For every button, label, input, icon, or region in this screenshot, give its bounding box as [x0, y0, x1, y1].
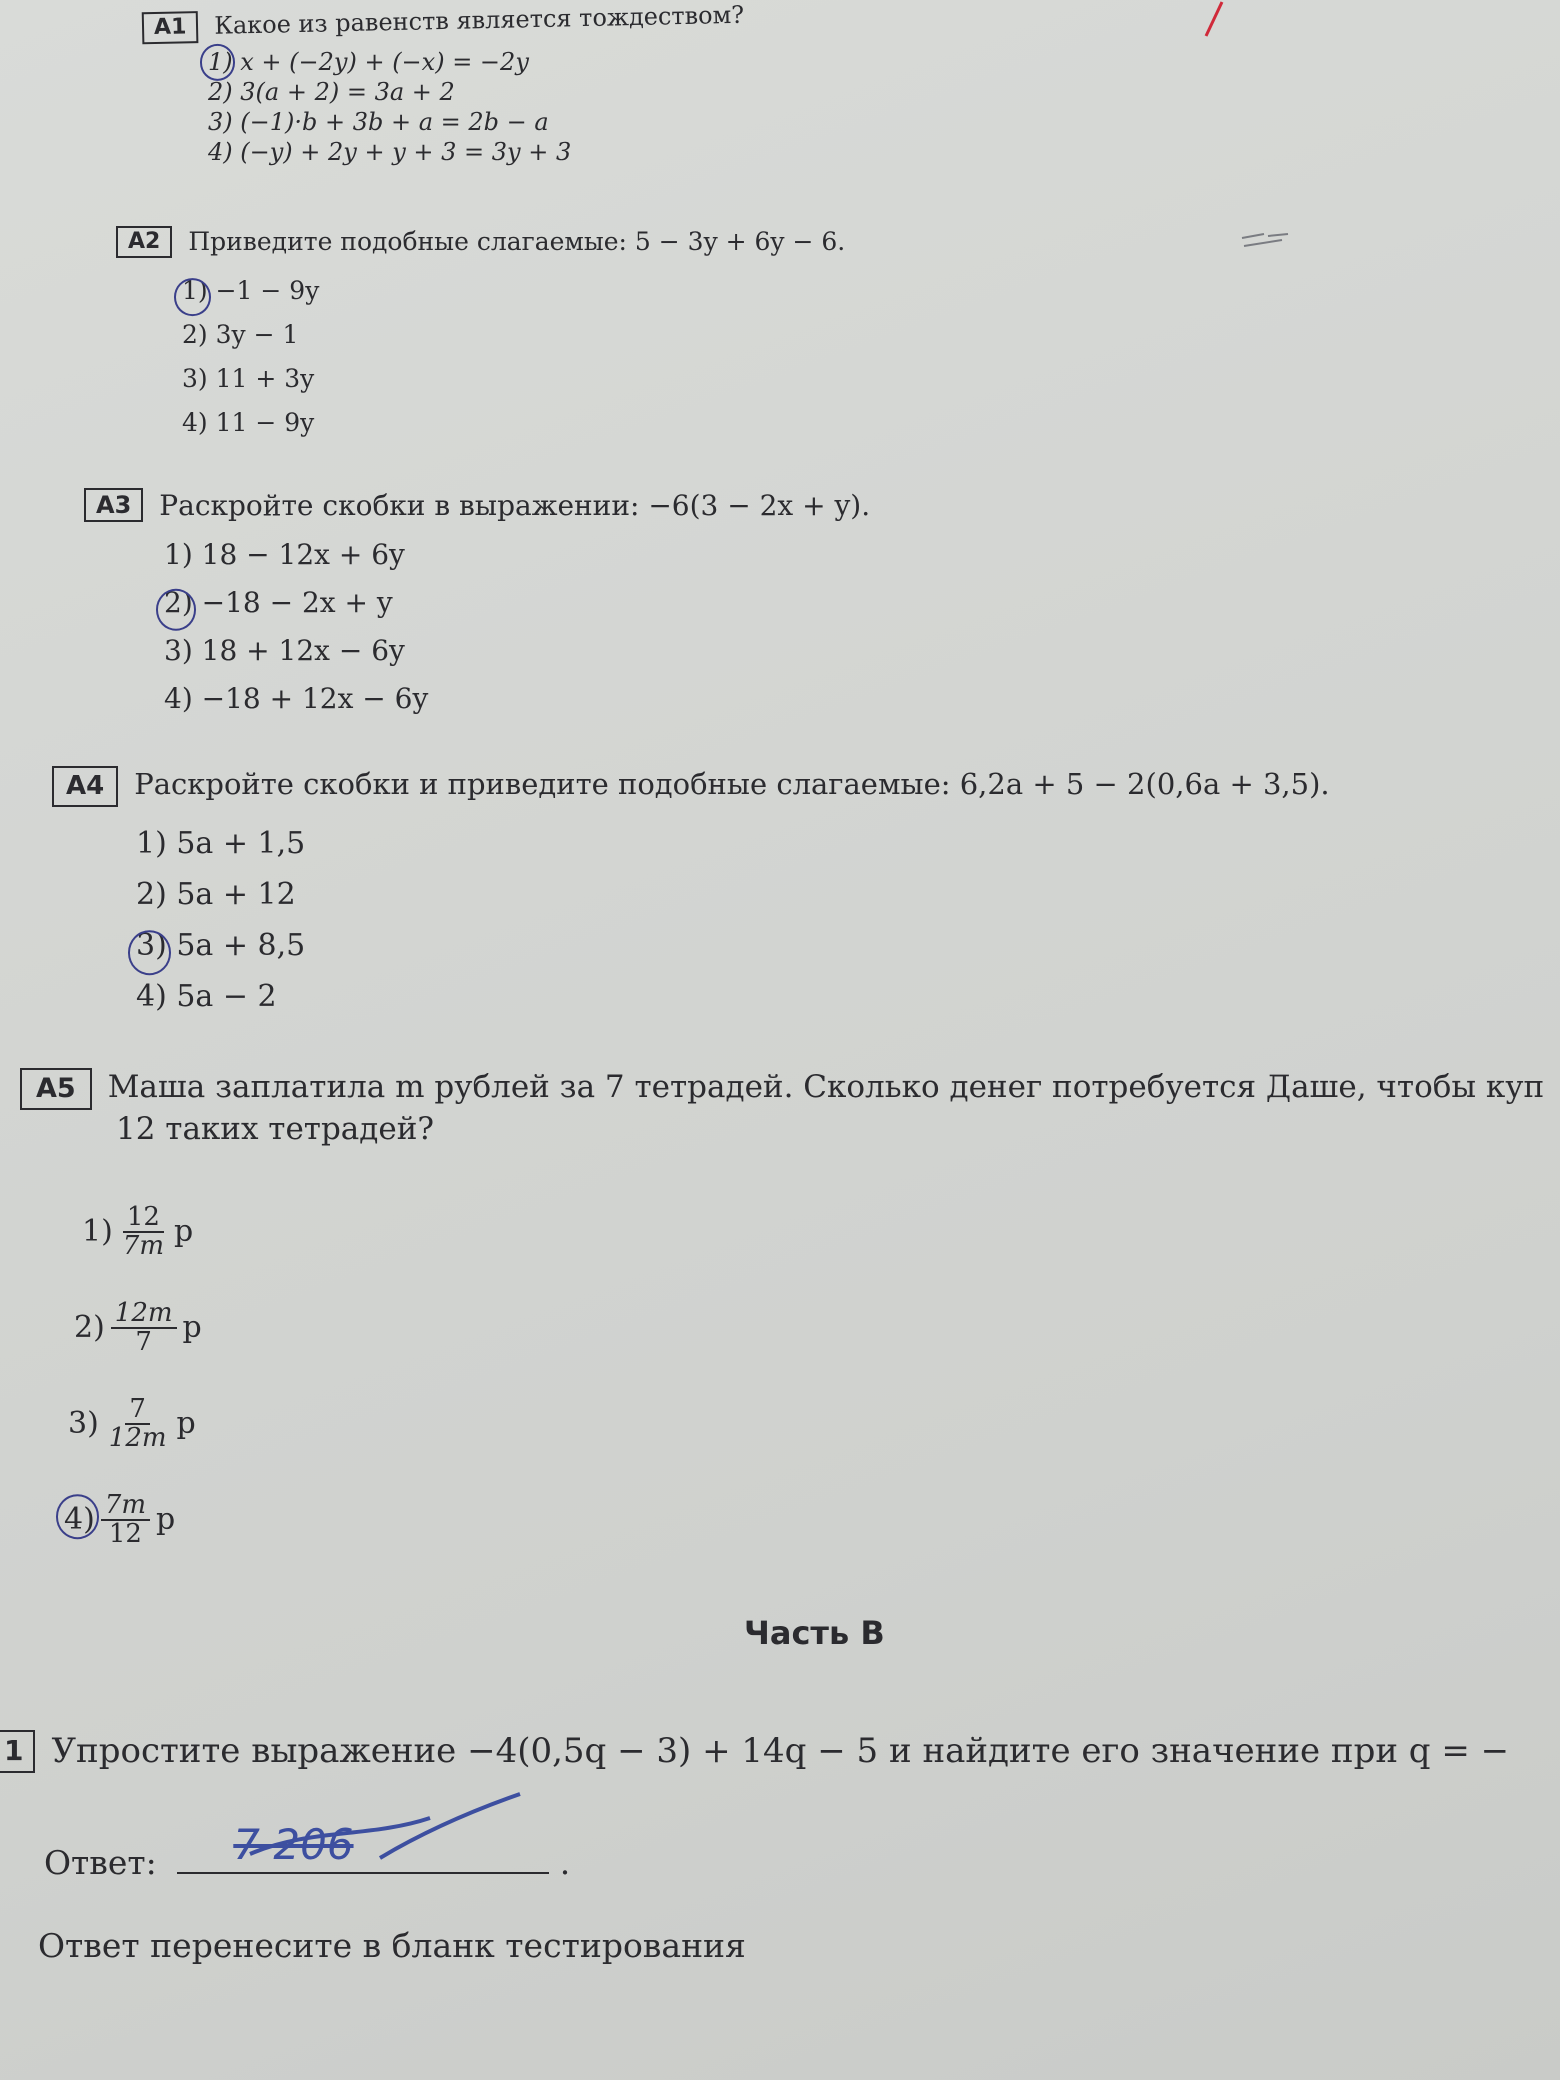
options-list: [136, 825, 1414, 1033]
question-number: А4: [52, 766, 118, 807]
fraction-denominator: 7m: [122, 1231, 164, 1261]
fraction-numerator: 12m: [111, 1300, 177, 1329]
fraction: [105, 1393, 171, 1453]
fraction-denominator: 12: [108, 1519, 142, 1549]
question-a1: [142, 0, 745, 167]
options-list: [208, 50, 810, 170]
option-3: 3) 18 + 12x − 6y: [164, 634, 405, 667]
fraction-denominator: 7: [135, 1327, 152, 1357]
fraction: [119, 1201, 168, 1261]
question-a3: [84, 488, 870, 715]
answer-label: Ответ:: [44, 1843, 157, 1882]
question-number: А1: [142, 11, 199, 44]
fraction-denominator: 12m: [108, 1423, 167, 1453]
question-number: 1: [0, 1730, 35, 1773]
option-2: 2) 5a + 12: [136, 876, 296, 912]
options-list: [182, 278, 911, 454]
fraction-numerator: 7: [125, 1396, 150, 1425]
question-a4: [52, 766, 1330, 1014]
option-3-circled: 3) 5a + 8,5: [136, 931, 1414, 982]
fraction: [111, 1297, 177, 1357]
option-label: 2): [74, 1310, 105, 1345]
question-a2: [116, 226, 846, 438]
question-text: Какое из равенств является тождеством?: [214, 0, 745, 40]
option-3: 3) (−1)·b + 3b + a = 2b − a: [208, 108, 549, 137]
part-b-heading: Часть В: [744, 1614, 885, 1652]
pencil-scribble: [1238, 224, 1298, 254]
option-3: [68, 1376, 202, 1472]
question-text: Раскройте скобки и приведите подобные слагаемые: 6,2a + 5 − 2(0,6a + 3,5).: [134, 767, 1330, 801]
question-text: Упростите выражение −4(0,5q − 3) + 14q − 5 и найдите его значение при q = −: [51, 1731, 1510, 1771]
option-1: 1) 18 − 12x + 6y: [164, 538, 405, 571]
fraction-numerator: 7m: [101, 1492, 150, 1521]
handwritten-answer: 7 206: [233, 1820, 354, 1869]
option-4: 4) 5a − 2: [136, 978, 277, 1014]
blue-pen-swoosh: [230, 1788, 530, 1878]
option-label: 1): [82, 1214, 113, 1249]
option-2-circled: 2) −18 − 2x + y: [164, 589, 950, 637]
question-a5: [20, 1068, 1560, 1148]
question-number: А2: [116, 226, 172, 258]
option-4: 4) (−y) + 2y + y + 3 = 3y + 3: [208, 138, 572, 167]
option-1: 1) 5a + 1,5: [136, 825, 306, 861]
option-1-circled: 1) −1 − 9y: [182, 278, 911, 322]
unit: р: [182, 1310, 202, 1345]
unit: р: [156, 1502, 176, 1537]
unit: р: [174, 1214, 194, 1249]
options-list: [164, 538, 950, 733]
question-text: Раскройте скобки в выражении: −6(3 − 2x + y).: [159, 489, 871, 522]
option-2: 2) 3y − 1: [182, 320, 299, 350]
a5-options-list: [64, 1184, 202, 1568]
question-text-line2: 12 таких тетрадей?: [116, 1110, 434, 1147]
option-4: 4) 11 − 9y: [182, 408, 315, 438]
question-number: А3: [84, 488, 143, 522]
option-1-circled: 1) x + (−2y) + (−x) = −2y: [208, 50, 810, 80]
fraction-numerator: 12: [123, 1204, 164, 1233]
option-4: 4) −18 + 12x − 6y: [164, 682, 429, 715]
fraction: [101, 1489, 150, 1549]
transfer-note: Ответ перенесите в бланк тестирования: [38, 1926, 746, 1965]
question-b1: [0, 1730, 1560, 1773]
question-number: А5: [20, 1068, 92, 1110]
option-label: 3): [68, 1406, 99, 1441]
question-text-line1: Маша заплатила m рублей за 7 тетрадей. Сколько денег потребуется Даше, чтобы куп: [107, 1069, 1545, 1105]
period: .: [559, 1843, 571, 1882]
option-2: 2) 3(a + 2) = 3a + 2: [208, 78, 455, 107]
option-3: 3) 11 + 3y: [182, 364, 315, 394]
option-1: [82, 1184, 202, 1280]
option-label: 4): [64, 1502, 95, 1537]
unit: р: [176, 1406, 196, 1441]
red-pen-mark: [1200, 0, 1230, 40]
question-text: Приведите подобные слагаемые: 5 − 3y + 6y − 6.: [188, 227, 846, 256]
option-4-circled: [64, 1472, 202, 1568]
option-2: [74, 1280, 202, 1376]
